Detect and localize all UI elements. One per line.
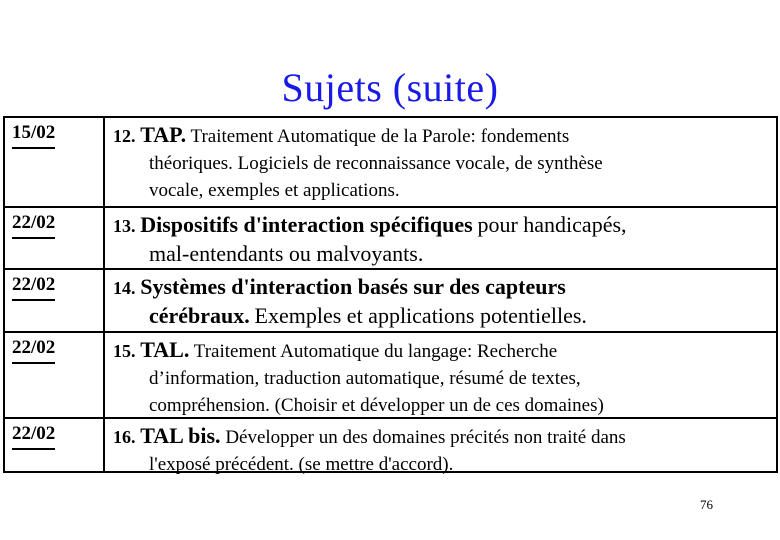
topic-number: 15. bbox=[113, 341, 136, 361]
topic-description: Développer un des domaines précités non traité dans bbox=[225, 427, 626, 448]
topic-cell bbox=[113, 121, 768, 204]
topic-description: mal-entendants ou malvoyants. bbox=[149, 241, 424, 266]
date-label: 15/02 bbox=[12, 122, 55, 149]
topic-title: Dispositifs d'interaction spécifiques bbox=[140, 212, 473, 237]
topic-number: 13. bbox=[113, 216, 136, 236]
topic-description: compréhension. (Choisir et développer un de ces domaines) bbox=[149, 395, 604, 416]
table-row bbox=[5, 118, 776, 206]
topic-title: TAP. bbox=[140, 122, 187, 147]
topic-title: Systèmes d'interaction basés sur des capteurs bbox=[140, 274, 566, 299]
topic-description: d’information, traduction automatique, résumé de textes, bbox=[149, 368, 581, 389]
date-cell bbox=[5, 118, 105, 206]
slide-title: Sujets (suite) bbox=[281, 65, 499, 110]
topic-description: vocale, exemples et applications. bbox=[149, 180, 400, 201]
topic-description: pour handicapés, bbox=[477, 212, 627, 237]
date-label: 22/02 bbox=[12, 274, 55, 301]
topic-cell bbox=[113, 273, 768, 331]
table-row bbox=[5, 331, 776, 417]
topic-number: 16. bbox=[113, 427, 136, 447]
topic-description: théoriques. Logiciels de reconnaissance vocale, de synthèse bbox=[149, 153, 603, 174]
date-cell bbox=[5, 419, 105, 471]
topic-title: TAL bis. bbox=[140, 423, 221, 448]
topic-title: TAL. bbox=[140, 337, 190, 362]
date-label: 22/02 bbox=[12, 337, 55, 364]
date-cell bbox=[5, 333, 105, 417]
date-cell bbox=[5, 270, 105, 331]
topic-title-continued: cérébraux. bbox=[149, 303, 250, 328]
table-row bbox=[5, 206, 776, 268]
date-cell bbox=[5, 208, 105, 268]
topic-description: Traitement Automatique du langage: Recherche bbox=[193, 341, 558, 362]
topic-cell bbox=[113, 336, 768, 419]
page-number: 76 bbox=[700, 497, 713, 512]
topic-cell bbox=[113, 211, 768, 267]
date-label: 22/02 bbox=[12, 212, 55, 239]
table-row bbox=[5, 417, 776, 475]
topic-number: 14. bbox=[113, 278, 136, 298]
date-label: 22/02 bbox=[12, 423, 55, 450]
topics-table bbox=[3, 116, 778, 473]
table-row bbox=[5, 268, 776, 331]
topic-description: Exemples et applications potentielles. bbox=[254, 303, 587, 328]
topic-cell bbox=[113, 422, 768, 478]
topic-description: Traitement Automatique de la Parole: fondements bbox=[190, 126, 570, 147]
topic-number: 12. bbox=[113, 126, 136, 146]
topic-description: l'exposé précédent. (se mettre d'accord). bbox=[149, 454, 454, 475]
